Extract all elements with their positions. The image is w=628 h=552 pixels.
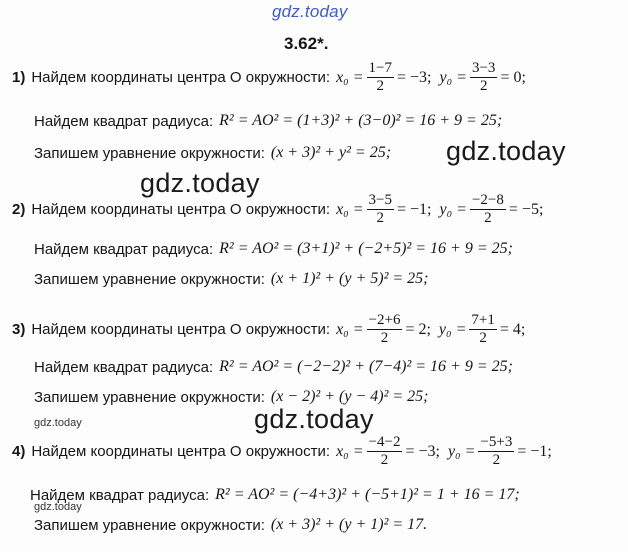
equation-expression: (x + 3)² + (y + 1)² = 17. [270,516,428,533]
equation-line [34,516,427,534]
fraction: $\frac{7+1}{2}$ [471,312,495,346]
radius-expression: R² = AO² = (1+3)² + (3−0)² = 16 + 9 = 25; [219,112,503,129]
fraction: $\frac{1-7}{2}$ [368,60,392,94]
equation-expression: (x + 3)² + y² = 25; [270,144,392,161]
x0-expression: x₀ = $\frac{3-5}{2}$ = −1; [336,192,432,226]
center-label: Найдем координаты центра O окружности: [31,443,331,460]
radius-line [34,240,513,258]
y0-expression: y₀ = $\frac{-5+3}{2}$ = −1; [447,434,552,468]
watermark: gdz.today [446,136,566,166]
center-label: Найдем координаты центра O окружности: [31,201,331,218]
equation-line [34,270,429,288]
center-line [12,192,543,227]
fraction: $\frac{3-3}{2}$ [471,60,496,94]
center-line [12,60,526,95]
problem-title: 3.62*. [284,34,329,53]
radius-label: Найдем квадрат радиуса: [30,486,210,504]
radius-label: Найдем квадрат радиуса: [34,240,214,258]
radius-line [34,358,513,376]
y0-expression: y₀ = $\frac{3-3}{2}$ = 0; [439,60,526,94]
equation-expression: (x − 2)² + (y − 4)² = 25; [270,388,429,405]
radius-line [30,486,520,504]
equation-line [34,144,391,162]
watermark-top: gdz.today [272,2,348,21]
center-line [12,312,525,347]
y0-expression: y₀ = $\frac{7+1}{2}$ = 4; [438,312,526,346]
center-line [12,434,552,469]
equation-label: Запишем уравнение окружности: [34,144,265,162]
fraction: $\frac{3-5}{2}$ [368,192,392,226]
x0-expression: x₀ = $\frac{1-7}{2}$ = −3; [336,60,432,94]
item-number: 2) [12,201,26,218]
equation-expression: (x + 1)² + (y + 5)² = 25; [270,270,429,287]
fraction: $\frac{-5+3}{2}$ [480,434,513,468]
watermark: gdz.today [254,404,374,434]
radius-expression: R² = AO² = (−2−2)² + (7−4)² = 16 + 9 = 25; [219,358,513,375]
watermark: gdz.today [34,417,82,429]
radius-line [34,112,502,130]
center-label: Найдем координаты центра O окружности: [31,321,331,338]
x0-expression: x₀ = $\frac{-4-2}{2}$ = −3; [336,434,440,468]
watermark: gdz.today [34,501,82,513]
watermark: gdz.today [140,168,260,198]
center-label: Найдем координаты центра O окружности: [31,69,331,86]
equation-label: Запишем уравнение окружности: [34,388,265,406]
fraction: $\frac{-2+6}{2}$ [368,312,401,346]
equation-label: Запишем уравнение окружности: [34,516,265,534]
radius-expression: R² = AO² = (3+1)² + (−2+5)² = 16 + 9 = 25; [219,240,513,257]
equation-line [34,388,429,406]
fraction: $\frac{-4-2}{2}$ [368,434,401,468]
item-number: 3) [12,321,26,338]
radius-label: Найдем квадрат радиуса: [34,112,214,130]
equation-label: Запишем уравнение окружности: [34,270,265,288]
fraction: $\frac{-2-8}{2}$ [471,192,504,226]
radius-expression: R² = AO² = (−4+3)² + (−5+1)² = 1 + 16 = 17; [215,486,520,503]
y0-expression: y₀ = $\frac{-2-8}{2}$ = −5; [439,192,544,226]
radius-label: Найдем квадрат радиуса: [34,358,214,376]
item-number: 4) [12,443,26,460]
x0-expression: x₀ = $\frac{-2+6}{2}$ = 2; [336,312,431,346]
item-number: 1) [12,69,26,86]
